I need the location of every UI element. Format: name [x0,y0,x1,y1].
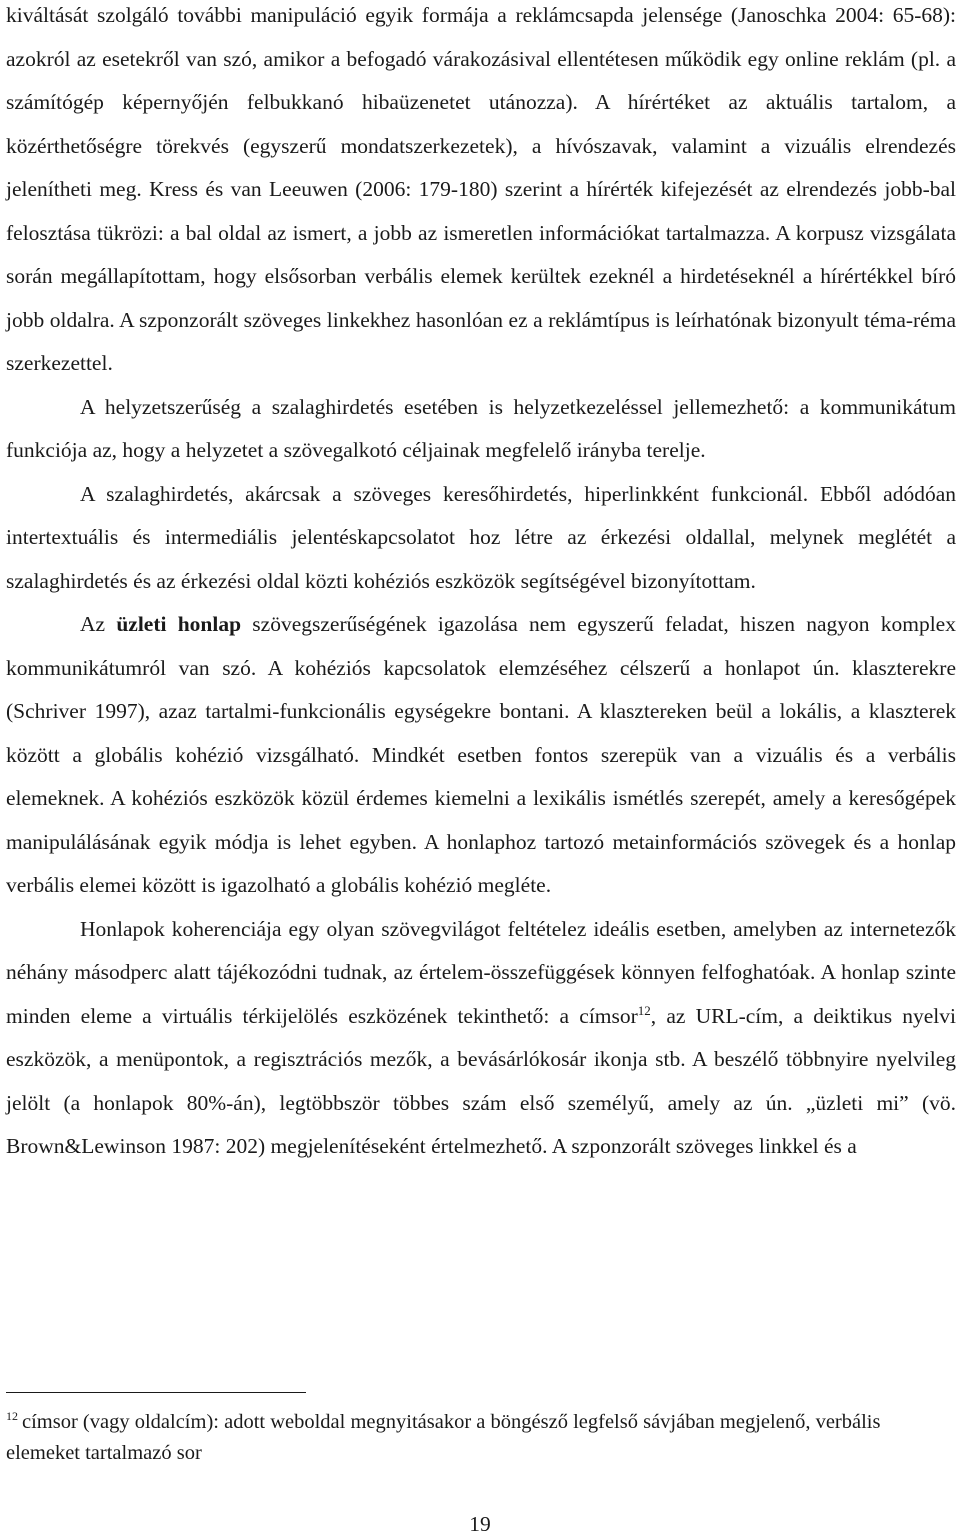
paragraph-hiperlink: A szalaghirdetés, akárcsak a szöveges keresőhirdetés, hiperlinkként funkcionál. Ebből adódóan intertextuális és intermediális jelentéskapcsolatot hoz létre az érkezési oldallal, melynek meglétét a szalaghirdetés és az érkezési oldal közti kohéziós eszközök segítségével bizonyítottam. [6,481,956,593]
paragraph-text: , az URL-cím, a deiktikus nyelvi eszközök, a menüpontok, a regisztrációs mezők, a bevásárlókosár ikonja stb. A beszélő többnyire nyelvileg jelölt (a honlapok 80%-án), legtöbbször többes szám első személyű, amely az ún. „üzleti mi” (vö. Brown&Lewinson 1987: 202) megjelenítéseként értelmezhető. A szponzorált szöveges linkkel és a [6,1003,956,1158]
footnote-reference[interactable]: 12 [637,1002,651,1018]
paragraph-text: szövegszerűségének igazolása nem egyszerű feladat, hiszen nagyon komplex kommunikátumról van szó. A kohéziós kapcsolatok elemzéséhez célszerű a honlapot ún. klaszterekre (Schriver 1997), azaz tartalmi-funkcionális egységekre bontani. A klasztereken beül a lokális, a klaszterek között a globális kohézió vizsgálható. Mindkét esetben fontos szerepük van a vizuális és a verbális elemeknek. A kohéziós eszközök közül érdemes kiemelni a lexikális ismétlés szerepét, amely a keresőgépek manipulálásának egyik módja is lehet egyben. A honlaphoz tartozó metainformációs szövegek és a honlap verbális elemei között is igazolható a globális kohézió megléte. [6,612,956,897]
paragraph-koherencia [6,908,956,1169]
paragraph-text: Az [80,612,117,636]
page-body [6,0,956,1169]
footnote-divider [6,1392,306,1393]
paragraph-text: Honlapok koherenciája egy olyan szövegvilágot feltételez ideális esetben, amelyben az internetezők néhány másodperc alatt tájékozódni tudnak, az értelem-összefüggések könnyen felfoghatóak. A honlap szinte minden eleme a virtuális térkijelölés eszközének tekinthető: a címsor [6,916,956,1028]
paragraph-continued: kiváltását szolgáló további manipuláció egyik formája a reklámcsapda jelensége (Janoschka 2004: 65-68): azokról az esetekről van szó, amikor a befogadó várakozásival ellentétesen működik egy online reklám (pl. a számítógép képernyőjén felbukkanó hibaüzenetet utánozza). A hírértéket az aktuális tartalom, a közérthetőségre törekvés (egyszerű mondatszerkezetek), a hívószavak, valamint a vizuális elrendezés jelenítheti meg. Kress és van Leeuwen (2006: 179-180) szerint a hírérték kifejezését az elrendezés jobb-bal felosztása tükrözi: a bal oldal az ismert, a jobb az ismeretlen információkat tartalmazza. A korpusz vizsgálata során megállapítottam, hogy elsősorban verbális elemek kerültek ezeknél a hirdetéseknél a hírértékkel bíró jobb oldalra. A szponzorált szöveges linkekhez hasonlóan ez a reklámtípus is leírhatónak bizonyult téma-réma szerkezettel. [6,3,956,375]
paragraph-uzleti-honlap [6,603,956,908]
bold-term: üzleti honlap [116,612,242,636]
footnote [6,1407,956,1469]
page-number: 19 [469,1512,491,1536]
paragraph-helyzetszeruseg: A helyzetszerűség a szalaghirdetés esetében is helyzetkezeléssel jellemezhető: a kommunikátum funkciója az, hogy a helyzetet a szövegalkotó céljainak megfelelő irányba terelje. [6,394,956,462]
footnote-number: 12 [6,1409,18,1424]
footnote-text: címsor (vagy oldalcím): adott weboldal megnyitásakor a böngésző legfelső sávjában megjelenő, verbális elemeket tartalmazó sor [6,1411,881,1464]
